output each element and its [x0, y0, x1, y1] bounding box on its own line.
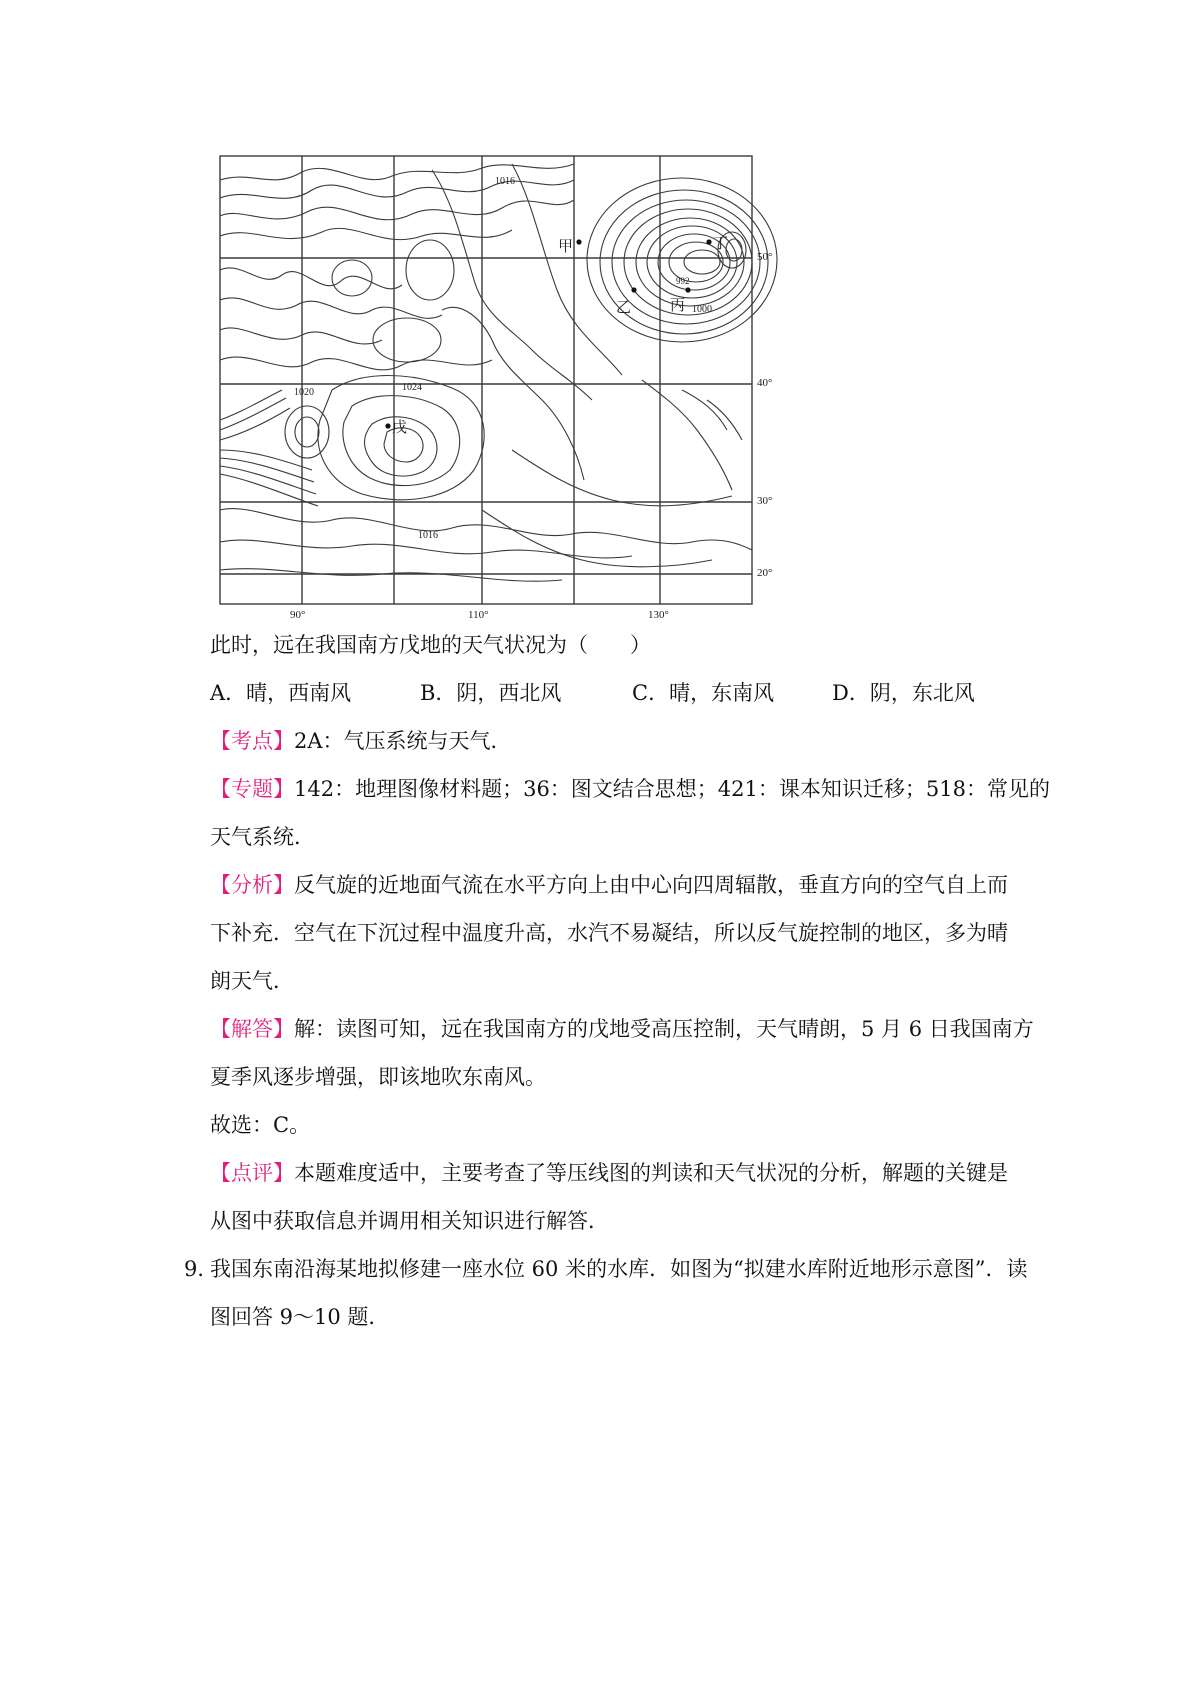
kaodian-tag: 【考点】: [210, 729, 294, 753]
isobar-label: 1016: [495, 176, 515, 187]
place-marker-ding: [706, 239, 711, 244]
lat-label: 50°: [757, 251, 773, 263]
question-stem: 此时，远在我国南方戊地的天气状况为（ ）: [210, 633, 651, 657]
option-d: D．阴，东北风: [832, 681, 975, 705]
place-marker-wu: [385, 423, 390, 428]
zhuanti-tag: 【专题】: [210, 777, 294, 801]
jieda-text: 解：读图可知，远在我国南方的戊地受高压控制，天气晴朗，5 月 6 日我国南方: [294, 1017, 1034, 1041]
lat-label: 40°: [757, 377, 773, 389]
kaodian-line: [210, 729, 512, 753]
isobar-label: 1024: [402, 382, 422, 393]
kaodian-text: 2A：气压系统与天气．: [294, 729, 512, 753]
zhuanti-text: 142：地理图像材料题；36：图文结合思想；421：课本知识迁移；518：常见的: [294, 777, 1050, 801]
place-marker-bing: [685, 287, 690, 292]
jieda-line-1: [210, 1017, 1034, 1041]
lat-label: 20°: [757, 567, 773, 579]
fenxi-line-1: [210, 873, 1008, 897]
place-label-yi: 乙: [616, 300, 632, 316]
question9-number: 9．: [184, 1257, 219, 1281]
lon-label: 90°: [290, 609, 306, 620]
dianping-line-2: 从图中获取信息并调用相关知识进行解答．: [210, 1209, 609, 1233]
isobar-label: 1020: [294, 387, 314, 398]
place-label-bing: 丙: [670, 298, 686, 314]
dianping-text: 本题难度适中，主要考查了等压线图的判读和天气状况的分析，解题的关键是: [294, 1161, 1008, 1185]
fenxi-text: 反气旋的近地面气流在水平方向上由中心向四周辐散，垂直方向的空气自上而: [294, 873, 1008, 897]
fenxi-line-2: 下补充．空气在下沉过程中温度升高，水汽不易凝结，所以反气旋控制的地区，多为晴: [210, 921, 1008, 945]
dianping-line-1: [210, 1161, 1008, 1185]
zhuanti-line-1: [210, 777, 1050, 801]
option-c: C．晴，东南风: [632, 681, 775, 705]
options-row: [210, 681, 975, 705]
fenxi-tag: 【分析】: [210, 873, 294, 897]
place-label-ding: 丁: [713, 236, 729, 252]
lon-label: 130°: [648, 609, 669, 620]
isobar-label: 1016: [418, 530, 438, 541]
map-frame: [220, 156, 752, 604]
isobar-map: [212, 150, 792, 620]
place-label-jia: 甲: [558, 239, 574, 255]
option-b: B．阴，西北风: [420, 681, 562, 705]
question9-line-1: 我国东南沿海某地拟修建一座水位 60 米的水库．如图为“拟建水库附近地形示意图”．读: [210, 1257, 1028, 1281]
lon-label: 110°: [468, 609, 489, 620]
jieda-line-2: 夏季风逐步增强，即该地吹东南风。: [210, 1065, 546, 1089]
place-label-wu: 戊: [392, 420, 408, 436]
option-a: A．晴，西南风: [210, 681, 352, 705]
isobar-label: 1000: [692, 304, 712, 315]
zhuanti-line-2: 天气系统．: [210, 825, 315, 849]
jieda-tag: 【解答】: [210, 1017, 294, 1041]
isobar-label: 992: [676, 276, 690, 286]
fenxi-line-3: 朗天气．: [210, 969, 294, 993]
dianping-tag: 【点评】: [210, 1161, 294, 1185]
place-marker-yi: [631, 287, 636, 292]
question9-line-2: 图回答 9～10 题．: [210, 1305, 390, 1329]
place-marker-jia: [576, 239, 581, 244]
lat-label: 30°: [757, 495, 773, 507]
jieda-answer: 故选：C。: [210, 1113, 311, 1137]
isobar-map-svg: [212, 150, 792, 620]
